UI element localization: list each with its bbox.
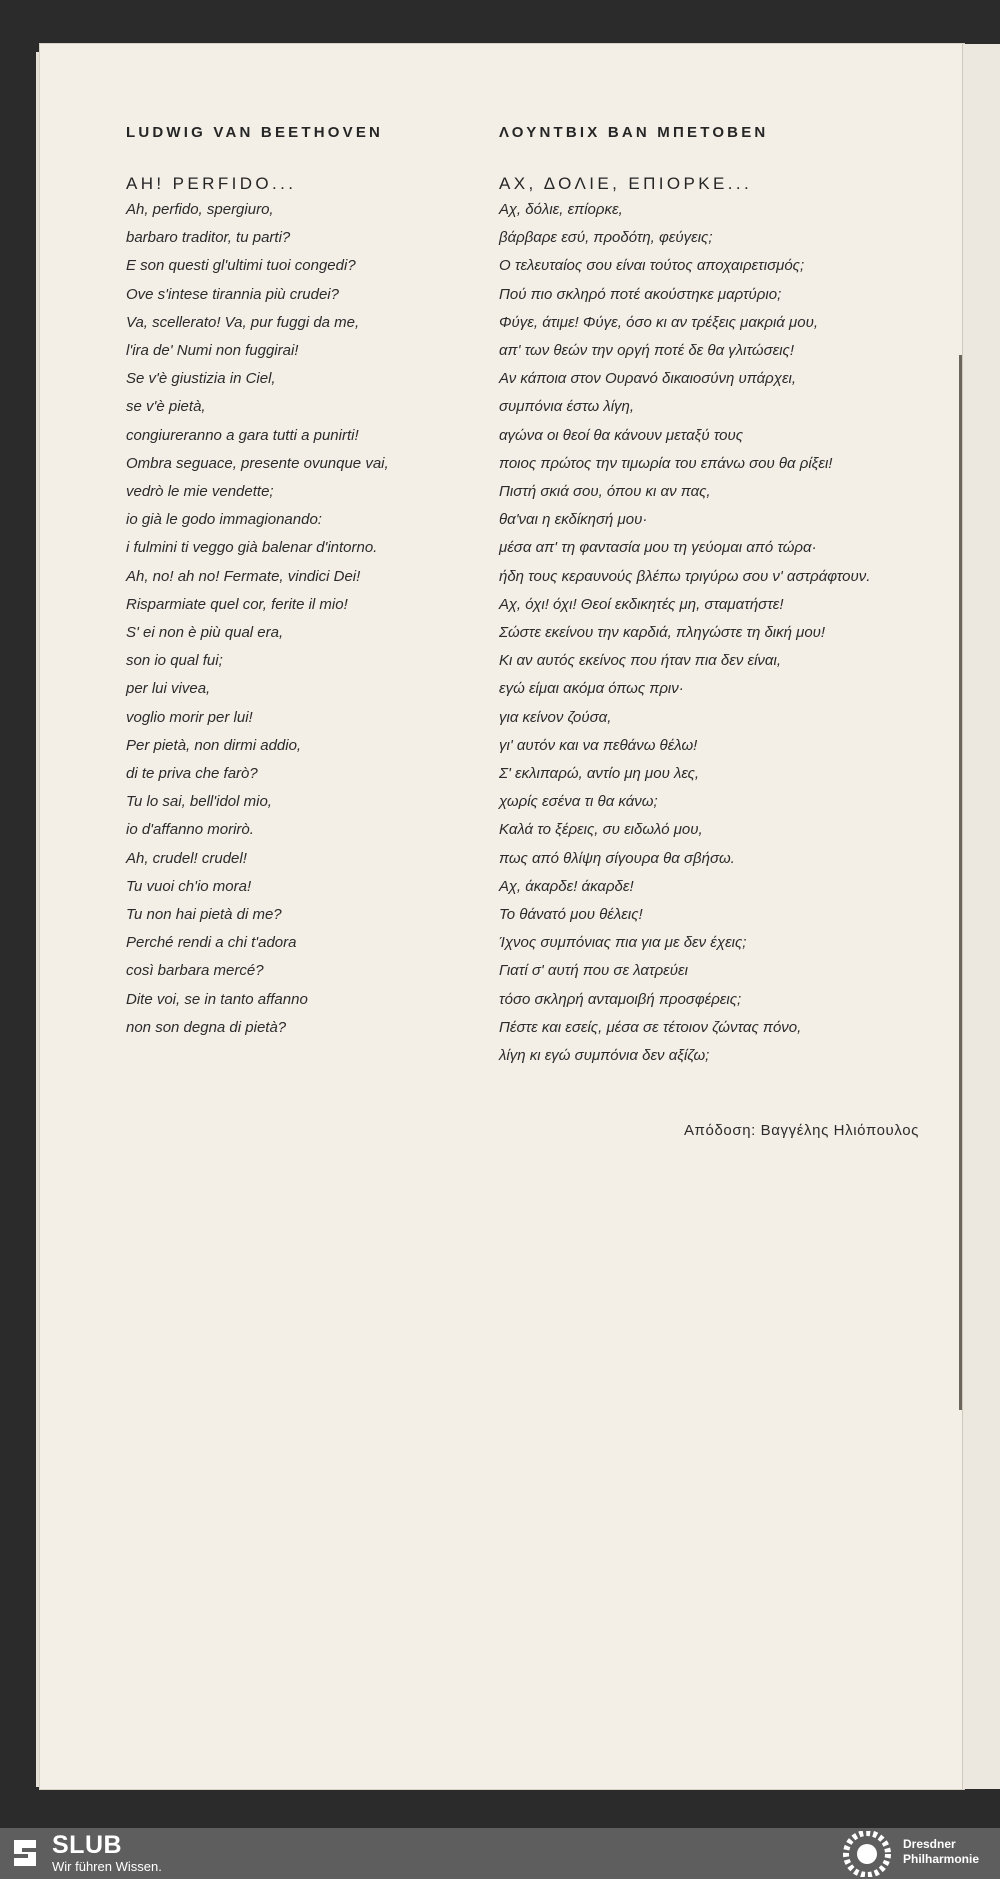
verse-line-greek: βάρβαρε εσύ, προδότη, φεύγεις; xyxy=(499,229,713,247)
verse-line-greek: Καλά το ξέρεις, συ ειδωλό μου, xyxy=(499,821,703,839)
partner-name xyxy=(903,1837,998,1867)
verse-line-greek: Γιατί σ' αυτή που σε λατρεύει xyxy=(499,962,688,980)
verse-line-italian: Perché rendi a chi t'adora xyxy=(126,934,297,952)
verse-line-italian: Se v'è giustizia in Ciel, xyxy=(126,370,276,388)
aria-title-italian: AH! PERFIDO... xyxy=(126,174,297,193)
verse-line-italian: Va, scellerato! Va, pur fuggi da me, xyxy=(126,313,360,331)
verse-line-greek: συμπόνια έστω λίγη, xyxy=(499,398,635,416)
verse-line-greek: ποιος πρώτος την τιμωρία του επάνω σου θα ρίξει! xyxy=(499,454,833,472)
document-page xyxy=(40,44,964,1789)
verse-line-greek: Ο τελευταίος σου είναι τούτος αποχαιρετισμός; xyxy=(499,257,805,275)
verse-line-italian: Dite voi, se in tanto affanno xyxy=(126,990,308,1008)
verse-line-greek: Το θάνατό μου θέλεις! xyxy=(499,906,643,923)
verse-line-italian: Ove s'intese tirannia più crudei? xyxy=(126,285,339,303)
verse-line-greek: μέσα απ' τη φαντασία μου τη γεύομαι από τώρα· xyxy=(499,539,817,557)
verse-line-greek: θα'ναι η εκδίκησή μου· xyxy=(499,511,648,529)
footer-bar xyxy=(0,1828,1000,1879)
verse-line-greek: Φύγε, άτιμε! Φύγε, όσο κι αν τρέξεις μακριά μου, xyxy=(499,313,818,331)
page-spine-shadow xyxy=(959,355,962,1410)
verse-line-italian: se v'è pietà, xyxy=(126,398,206,416)
verse-line-italian: i fulmini ti veggo già balenar d'intorno. xyxy=(126,539,378,557)
verse-line-greek: εγώ είμαι ακόμα όπως πριν· xyxy=(499,680,684,698)
verse-line-greek: απ' των θεών την οργή ποτέ δε θα γλιτώσεις! xyxy=(499,342,795,359)
verse-line-greek: Σώστε εκείνου την καρδιά, πληγώστε τη δική μου! xyxy=(499,624,826,641)
library-name: SLUB xyxy=(52,1831,123,1859)
verse-line-italian: Tu lo sai, bell'idol mio, xyxy=(126,793,272,811)
page-right-edge xyxy=(962,44,1000,1789)
verse-line-italian: voglio morir per lui! xyxy=(126,708,253,726)
verse-line-italian: io già le godo immagionando: xyxy=(126,511,322,529)
verse-line-greek: γι' αυτόν και να πεθάνω θέλω! xyxy=(499,736,698,754)
verse-line-italian: io d'affanno morirò. xyxy=(126,821,254,839)
verse-line-greek: Πιστή σκιά σου, όπου κι αν πας, xyxy=(499,483,711,500)
verse-line-italian: Per pietà, non dirmi addio, xyxy=(126,736,302,754)
translator-credit: Απόδοση: Βαγγέλης Ηλιόπουλος xyxy=(683,1122,919,1139)
verse-line-greek: Ίχνος συμπόνιας πια για με δεν έχεις; xyxy=(499,934,747,952)
partner-name-line2: Philharmonie xyxy=(903,1852,980,1866)
verse-line-italian: barbaro traditor, tu parti? xyxy=(126,229,291,247)
verse-line-italian: Tu non hai pietà di me? xyxy=(126,906,282,923)
verse-line-greek: τόσο σκληρή ανταμοιβή προσφέρεις; xyxy=(499,990,742,1008)
verse-line-italian: E son questi gl'ultimi tuoi congedi? xyxy=(126,257,356,275)
verse-line-italian: così barbara mercé? xyxy=(126,962,264,980)
verse-line-italian: di te priva che farò? xyxy=(126,765,258,782)
verse-line-italian: S' ei non è più qual era, xyxy=(126,624,284,641)
verse-line-greek: Πέστε και εσείς, μέσα σε τέτοιον ζώντας πόνο, xyxy=(499,1018,802,1036)
verse-line-italian: non son degna di pietà? xyxy=(126,1018,287,1036)
verse-line-italian: Risparmiate quel cor, ferite il mio! xyxy=(126,595,348,613)
verse-line-italian: Ah, no! ah no! Fermate, vindici Dei! xyxy=(126,567,361,585)
slub-logo-icon xyxy=(12,1838,38,1868)
verse-line-greek: Αχ, όχι! όχι! Θεοί εκδικητές μη, σταματήστε! xyxy=(499,595,784,613)
verse-line-italian: congiureranno a gara tutti a punirti! xyxy=(126,426,359,444)
verse-line-italian: Ah, perfido, spergiuro, xyxy=(126,201,274,218)
verse-line-greek: Αν κάποια στον Ουρανό δικαιοσύνη υπάρχει, xyxy=(499,370,797,388)
verse-line-greek: Πού πιο σκληρό ποτέ ακούστηκε μαρτύριο; xyxy=(499,285,782,303)
library-slogan: Wir führen Wissen. xyxy=(52,1859,162,1874)
dresdner-philharmonie-logo-icon xyxy=(840,1831,894,1877)
verse-line-italian: Tu vuoi ch'io mora! xyxy=(126,877,252,895)
verse-line-italian: Ombra seguace, presente ovunque vai, xyxy=(126,454,389,472)
verse-line-italian: per lui vivea, xyxy=(126,680,211,698)
aria-title-greek: ΑΧ, ΔΟΛΙΕ, ΕΠΙΟΡΚΕ... xyxy=(499,174,753,193)
verse-line-greek: Αχ, άκαρδε! άκαρδε! xyxy=(499,877,634,895)
verse-line-greek: αγώνα οι θεοί θα κάνουν μεταξύ τους xyxy=(499,426,744,444)
verse-line-greek: πως από θλίψη σίγουρα θα σβήσω. xyxy=(499,849,735,867)
verse-line-greek: Αχ, δόλιε, επίορκε, xyxy=(499,201,623,218)
partner-name-line1: Dresdner xyxy=(903,1837,956,1851)
verse-line-greek: Κι αν αυτός εκείνος που ήταν πια δεν είναι, xyxy=(499,652,781,670)
verse-line-italian: l'ira de' Numi non fuggirai! xyxy=(126,342,299,359)
composer-heading-italian: LUDWIG VAN BEETHOVEN xyxy=(126,124,384,141)
verse-line-greek: για κείνον ζούσα, xyxy=(499,708,612,726)
verse-line-greek: Σ' εκλιπαρώ, αντίο μη μου λες, xyxy=(499,765,700,782)
verse-line-greek: λίγη κι εγώ συμπόνια δεν αξίζω; xyxy=(499,1047,710,1064)
verse-line-italian: son io qual fui; xyxy=(126,652,223,670)
verse-line-greek: χωρίς εσένα τι θα κάνω; xyxy=(499,793,658,811)
composer-heading-greek: ΛΟΥΝΤΒΙΧ ΒΑΝ ΜΠΕΤΟΒΕΝ xyxy=(499,124,769,141)
verse-line-italian: vedrò le mie vendette; xyxy=(126,483,274,500)
verse-line-greek: ήδη τους κεραυνούς βλέπω τριγύρω σου ν' αστράφτουν. xyxy=(499,567,871,585)
verse-line-italian: Ah, crudel! crudel! xyxy=(126,849,247,867)
